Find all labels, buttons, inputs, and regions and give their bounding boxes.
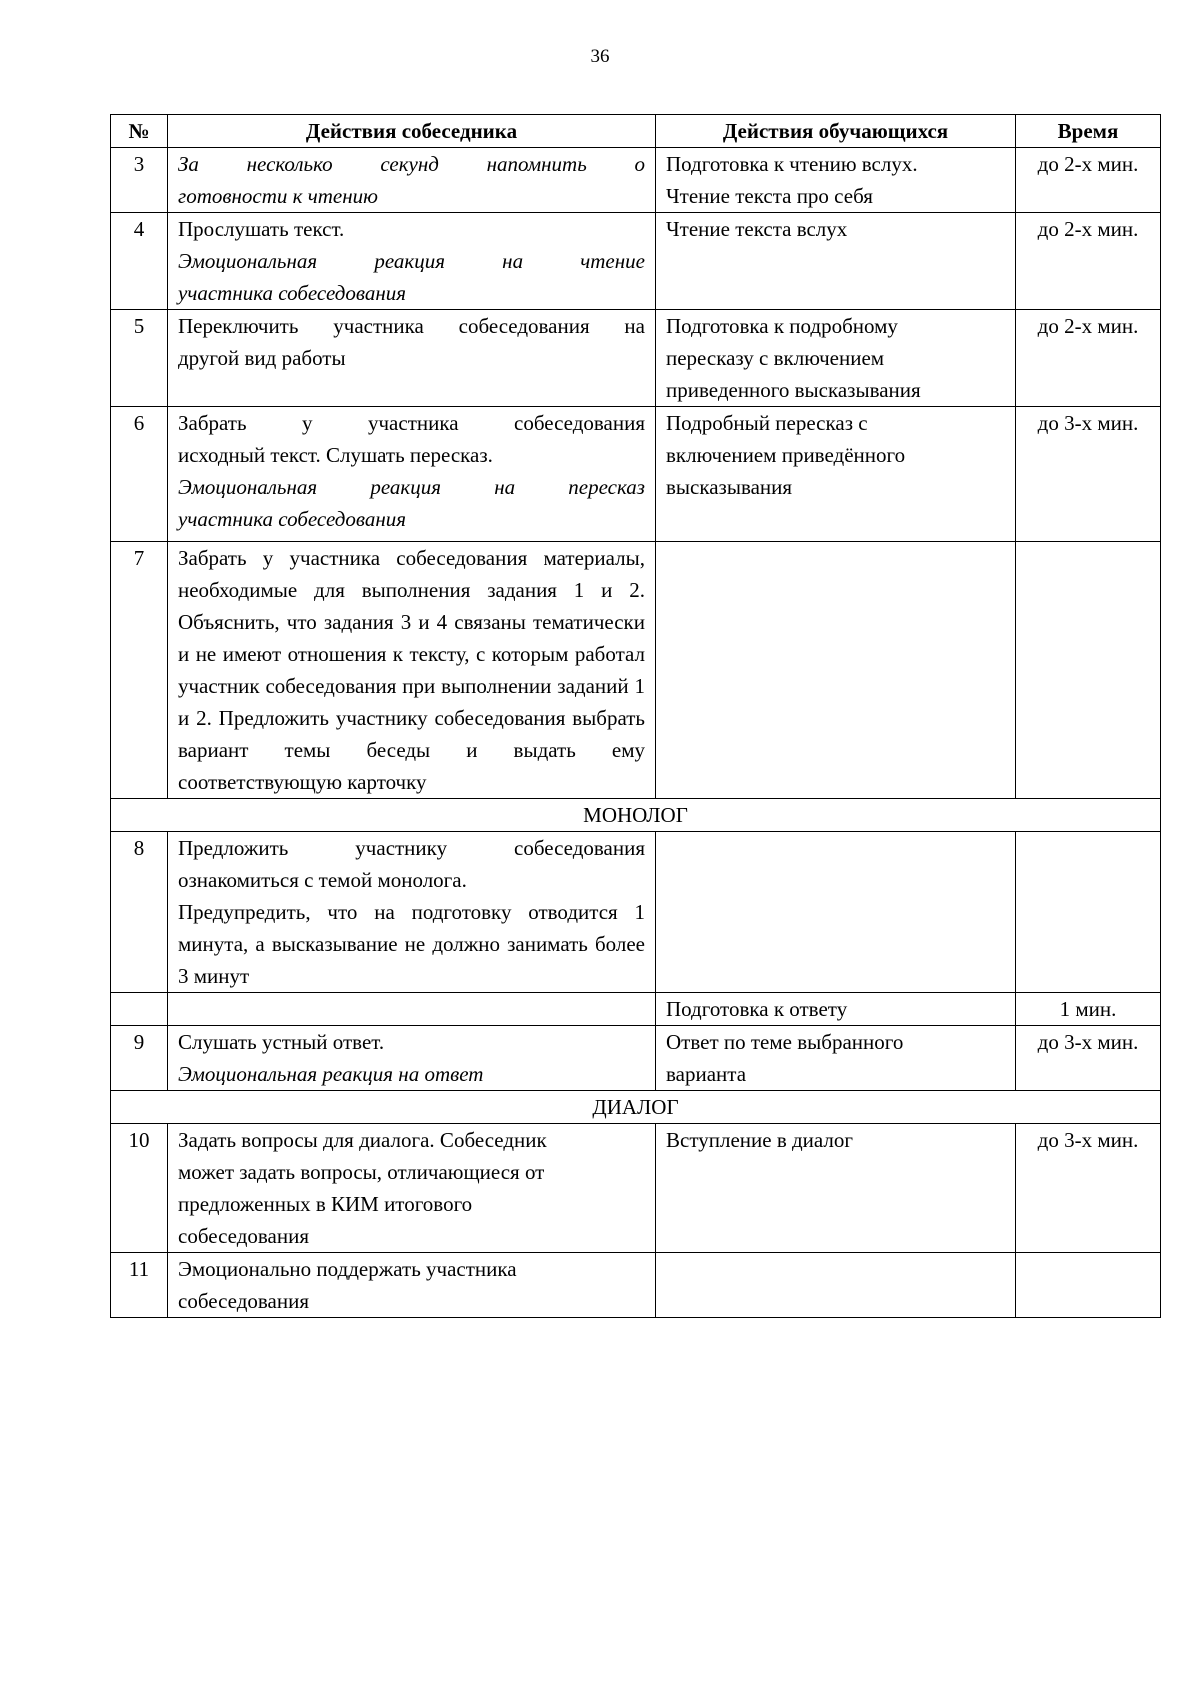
row-number: 5 [111, 310, 168, 407]
interlocutor-text: предложенных в КИМ итогового [178, 1192, 473, 1216]
section-row-dialogue [111, 1091, 1161, 1124]
interlocutor-cell [168, 993, 656, 1026]
header-time: Время [1016, 115, 1161, 148]
interlocutor-text: Эмоциональная реакция на чтение [178, 249, 645, 273]
interlocutor-text: собеседования [178, 1224, 309, 1248]
page-number: 36 [590, 46, 610, 67]
students-cell [656, 310, 1016, 407]
time-cell: до 3-х мин. [1016, 407, 1161, 542]
interlocutor-text: Эмоционально поддержать участника [178, 1257, 517, 1281]
table-row [111, 213, 1161, 310]
students-text: Подготовка к подробному [666, 314, 898, 338]
time-cell: 1 мин. [1016, 993, 1161, 1026]
interlocutor-text: Прослушать текст. [178, 217, 345, 241]
students-text: Подготовка к чтению вслух. [666, 152, 918, 176]
students-text: Подробный пересказ с [666, 411, 868, 435]
interlocutor-text: Предупредить, что на подготовку отводится 1 минута, а высказывание не должно занимать более 3 минут [178, 900, 645, 988]
interlocutor-cell [168, 310, 656, 407]
students-cell [656, 832, 1016, 993]
interlocutor-text: исходный текст. Слушать пересказ. [178, 443, 493, 467]
interlocutor-text: готовности к чтению [178, 184, 378, 208]
row-number: 8 [111, 832, 168, 993]
interlocutor-text: Эмоциональная реакция на пересказ [178, 475, 645, 499]
interlocutor-text: может задать вопросы, отличающиеся от [178, 1160, 545, 1184]
table-row [111, 148, 1161, 213]
row-number: 11 [111, 1253, 168, 1318]
interlocutor-text: Задать вопросы для диалога. Собеседник [178, 1128, 547, 1152]
students-text: пересказу с включением [666, 346, 885, 370]
header-student-actions: Действия обучающихся [656, 115, 1016, 148]
time-cell: до 3-х мин. [1016, 1124, 1161, 1253]
interlocutor-text: За несколько секунд напомнить о [178, 152, 645, 176]
students-text: Вступление в диалог [666, 1128, 854, 1152]
table-row [111, 832, 1161, 993]
students-cell [656, 407, 1016, 542]
time-cell: до 2-х мин. [1016, 213, 1161, 310]
interlocutor-text: Забрать у участника собеседования материалы, необходимые для выполнения задания 1 и 2. Объяснить, что задания 3 и 4 связаны тематически и не имеют отношения к тексту, с которым работал участник собеседования при выполнении заданий 1 и 2. Предложить участнику собеседования выбрать вариант темы беседы и выдать ему соответствующую карточку [178, 546, 645, 794]
row-number: 6 [111, 407, 168, 542]
interlocutor-cell [168, 213, 656, 310]
students-cell: Подготовка к ответу [656, 993, 1016, 1026]
students-cell [656, 1253, 1016, 1318]
actions-table [110, 114, 1161, 1318]
table-row [111, 1253, 1161, 1318]
interlocutor-cell [168, 148, 656, 213]
interlocutor-text: Забрать у участника собеседования [178, 411, 645, 435]
row-number: 3 [111, 148, 168, 213]
interlocutor-text: Переключить участника собеседования на [178, 314, 645, 338]
interlocutor-text: Предложить участнику собеседования ознакомиться с темой монолога. [178, 836, 645, 892]
table-row [111, 542, 1161, 799]
time-cell [1016, 832, 1161, 993]
interlocutor-cell [168, 407, 656, 542]
students-cell [656, 542, 1016, 799]
table-row [111, 407, 1161, 542]
interlocutor-text: участника собеседования [178, 507, 407, 531]
section-title: ДИАЛОГ [111, 1091, 1161, 1124]
students-text: включением приведённого [666, 443, 906, 467]
time-cell: до 2-х мин. [1016, 310, 1161, 407]
students-text: высказывания [666, 475, 793, 499]
interlocutor-cell [168, 1026, 656, 1091]
interlocutor-cell [168, 1124, 656, 1253]
table-header-row [111, 115, 1161, 148]
time-cell: до 2-х мин. [1016, 148, 1161, 213]
section-row-monologue [111, 799, 1161, 832]
row-number: 4 [111, 213, 168, 310]
row-number: 7 [111, 542, 168, 799]
students-cell [656, 148, 1016, 213]
time-cell [1016, 1253, 1161, 1318]
students-cell [656, 1124, 1016, 1253]
students-text: Чтение текста вслух [666, 217, 848, 241]
students-cell [656, 1026, 1016, 1091]
time-cell [1016, 542, 1161, 799]
students-cell [656, 213, 1016, 310]
table-row [111, 993, 1161, 1026]
table-row [111, 1026, 1161, 1091]
table-row [111, 1124, 1161, 1253]
header-interlocutor-actions: Действия собеседника [168, 115, 656, 148]
students-text: Ответ по теме выбранного [666, 1030, 904, 1054]
interlocutor-cell [168, 1253, 656, 1318]
interlocutor-text: Слушать устный ответ. [178, 1030, 385, 1054]
students-text: варианта [666, 1062, 747, 1086]
interlocutor-text: собеседования [178, 1289, 309, 1313]
interlocutor-text: другой вид работы [178, 346, 346, 370]
table-row [111, 310, 1161, 407]
interlocutor-cell [168, 832, 656, 993]
interlocutor-cell [168, 542, 656, 799]
row-number [111, 993, 168, 1026]
time-cell: до 3-х мин. [1016, 1026, 1161, 1091]
students-text: приведенного высказывания [666, 378, 921, 402]
section-title: МОНОЛОГ [111, 799, 1161, 832]
interlocutor-text: участника собеседования [178, 281, 407, 305]
row-number: 10 [111, 1124, 168, 1253]
header-number: № [111, 115, 168, 148]
interlocutor-text: Эмоциональная реакция на ответ [178, 1062, 484, 1086]
row-number: 9 [111, 1026, 168, 1091]
students-text: Чтение текста про себя [666, 184, 873, 208]
